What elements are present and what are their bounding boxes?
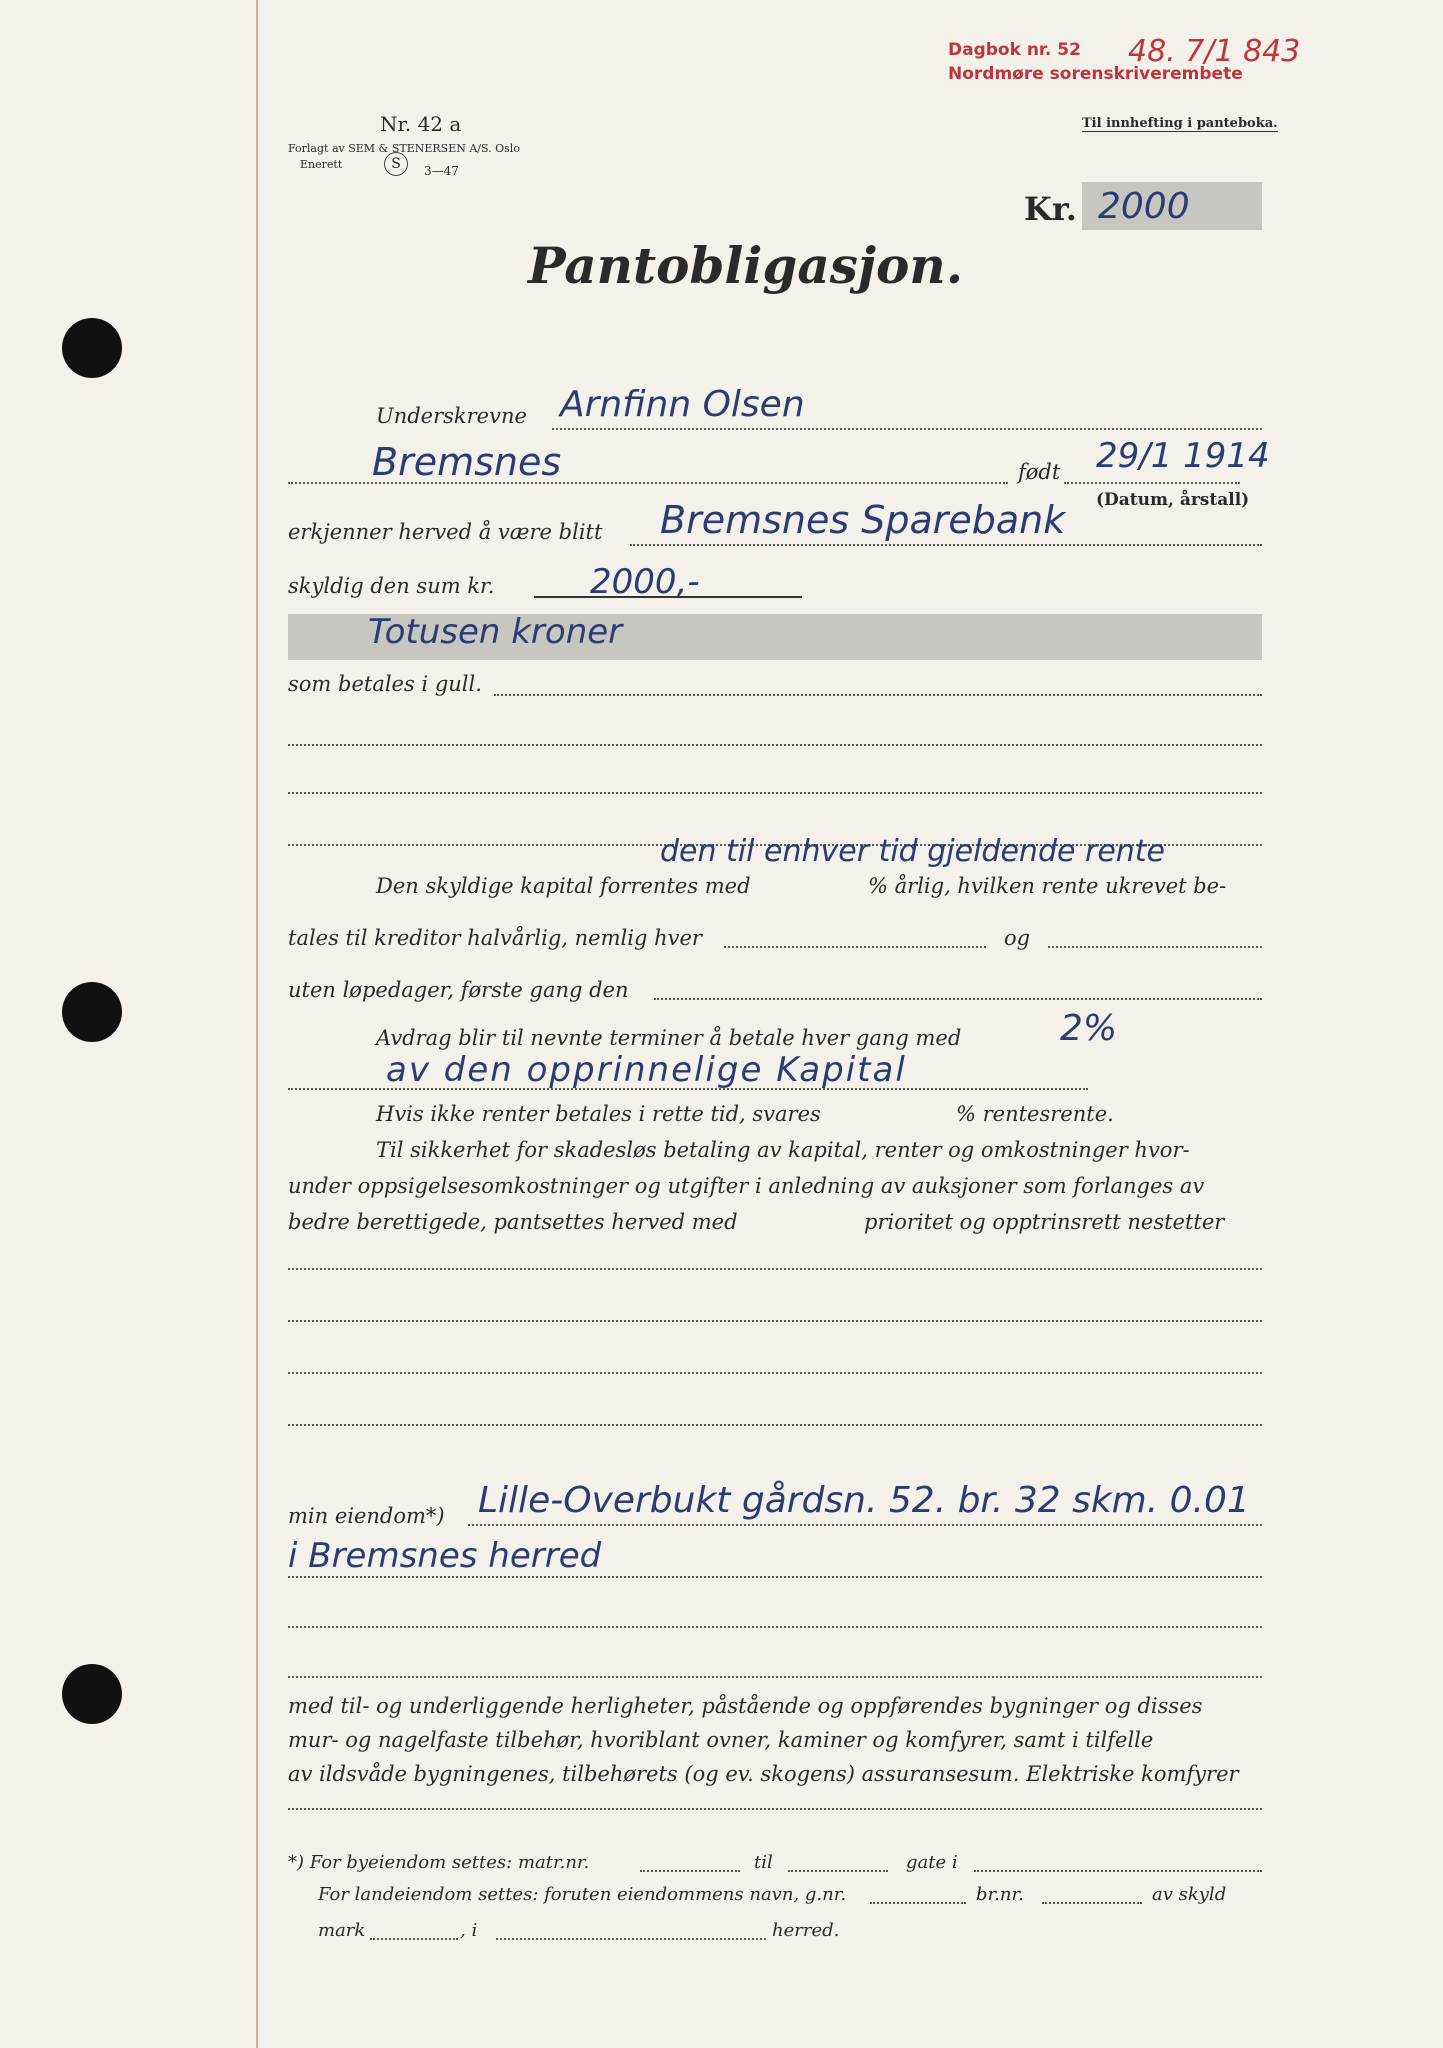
footnote-line2c: av skyld xyxy=(1152,1884,1227,1905)
interest-line2b: og xyxy=(1004,926,1031,950)
margin-line xyxy=(256,0,258,2048)
stamp-line1: Dagbok nr. 52 xyxy=(948,40,1081,60)
footnote-dots xyxy=(1042,1902,1142,1904)
sum-words: Totusen kroner xyxy=(368,612,623,652)
interest-line3: uten løpedager, første gang den xyxy=(288,978,629,1002)
installment-line xyxy=(288,1088,1088,1090)
creditor-value: Bremsnes Sparebank xyxy=(660,498,1066,542)
creditor-label: erkjenner herved å være blitt xyxy=(288,520,603,544)
blank-line xyxy=(288,744,1262,746)
appurtenances-line3: av ildsvåde bygningenes, tilbehørets (og ev. skogens) assuransesum. Elektriske komfyrer xyxy=(288,1762,1239,1786)
amount-label: Kr. xyxy=(1024,190,1077,228)
footnote-dots xyxy=(640,1870,740,1872)
interest-line2: tales til kreditor halvårlig, nemlig hver xyxy=(288,926,702,950)
blank-line xyxy=(288,1808,1262,1810)
form-number: Nr. 42 a xyxy=(380,112,462,136)
punch-hole xyxy=(62,318,122,378)
footnote-line1c: gate i xyxy=(906,1852,958,1873)
footnote-line3a: mark xyxy=(318,1920,366,1941)
interest-date-line xyxy=(724,946,986,948)
blank-line xyxy=(288,1268,1262,1270)
publisher-line2: Enerett xyxy=(300,158,343,171)
undersigned-line xyxy=(552,428,1262,430)
interest-date-line xyxy=(1048,946,1262,948)
security-line3b: prioritet og opptrinsrett nestetter xyxy=(864,1210,1225,1234)
stamp-handwritten: 48. 7/1 843 xyxy=(1128,34,1301,69)
sum-value: 2000,- xyxy=(590,562,700,602)
late-interest-suffix: % rentesrente. xyxy=(956,1102,1114,1126)
punch-hole xyxy=(62,982,122,1042)
property-label: min eiendom*) xyxy=(288,1504,445,1528)
born-label: født xyxy=(1018,460,1061,484)
binding-note: Til innhefting i panteboka. xyxy=(1082,116,1278,131)
gold-label: som betales i gull. xyxy=(288,672,482,696)
interest-line1b: % årlig, hvilken rente ukrevet be- xyxy=(868,874,1227,898)
footnote-line1b: til xyxy=(754,1852,773,1873)
amount-value: 2000 xyxy=(1098,186,1190,227)
footnote-line3b: , i xyxy=(460,1920,478,1941)
blank-line xyxy=(288,1676,1262,1678)
security-line1: Til sikkerhet for skadesløs betaling av kapital, renter og omkostninger hvor- xyxy=(376,1138,1190,1162)
footnote-dots xyxy=(974,1870,1262,1872)
first-date-line xyxy=(654,998,1262,1000)
property-line xyxy=(288,1576,1262,1578)
property-value2: i Bremsnes herred xyxy=(288,1536,602,1576)
publisher-logo: S xyxy=(384,152,408,176)
date-hint: (Datum, årstall) xyxy=(1096,490,1250,510)
footnote-line1a: *) For byeiendom settes: matr.nr. xyxy=(288,1852,590,1873)
appurtenances-line2: mur- og nagelfaste tilbehør, hvoriblant ovner, kaminer og komfyrer, samt i tilfelle xyxy=(288,1728,1154,1752)
appurtenances-line1: med til- og underliggende herligheter, påstående og oppførendes bygninger og disses xyxy=(288,1694,1203,1718)
undersigned-label: Underskrevne xyxy=(376,404,527,428)
footnote-line3c: herred. xyxy=(772,1920,840,1941)
interest-line1: Den skyldige kapital forrentes med xyxy=(376,874,751,898)
blank-line xyxy=(288,792,1262,794)
interest-handwritten: den til enhver tid gjeldende rente xyxy=(660,834,1166,869)
undersigned-value: Arnfinn Olsen xyxy=(560,384,805,425)
property-value1: Lille-Overbukt gårdsn. 52. br. 32 skm. 0.01 xyxy=(478,1480,1250,1521)
blank-line xyxy=(288,1372,1262,1374)
footnote-dots xyxy=(788,1870,888,1872)
property-line xyxy=(468,1524,1262,1526)
footnote-dots xyxy=(870,1902,966,1904)
installment-hand: av den opprinnelige Kapital xyxy=(386,1050,907,1090)
born-value: 29/1 1914 xyxy=(1096,436,1270,476)
punch-hole xyxy=(62,1664,122,1724)
footnote-line2a: For landeiendom settes: foruten eiendommens navn, g.nr. xyxy=(318,1884,847,1905)
sum-label: skyldig den sum kr. xyxy=(288,574,495,598)
blank-line xyxy=(288,1424,1262,1426)
late-interest-label: Hvis ikke renter betales i rette tid, svares xyxy=(376,1102,821,1126)
born-line xyxy=(1064,482,1240,484)
blank-line xyxy=(288,1626,1262,1628)
footnote-line2b: br.nr. xyxy=(976,1884,1024,1905)
residence-value: Bremsnes xyxy=(372,440,562,484)
publisher-line1: Forlagt av SEM & STENERSEN A/S. Oslo xyxy=(288,142,520,155)
blank-line xyxy=(288,1320,1262,1322)
installment-value: 2% xyxy=(1060,1008,1118,1049)
publisher-date: 3—47 xyxy=(424,164,459,178)
footnote-dots xyxy=(496,1938,766,1940)
blank-line xyxy=(494,694,1262,696)
creditor-line xyxy=(630,544,1262,546)
stamp-line2: Nordmøre sorenskriverembete xyxy=(948,64,1243,84)
security-line3: bedre berettigede, pantsettes herved med xyxy=(288,1210,738,1234)
footnote-dots xyxy=(370,1938,458,1940)
installment-label: Avdrag blir til nevnte terminer å betale hver gang med xyxy=(376,1026,962,1050)
security-line2: under oppsigelsesomkostninger og utgifter i anledning av auksjoner som forlanges av xyxy=(288,1174,1205,1198)
page-title: Pantobligasjon. xyxy=(528,236,964,295)
